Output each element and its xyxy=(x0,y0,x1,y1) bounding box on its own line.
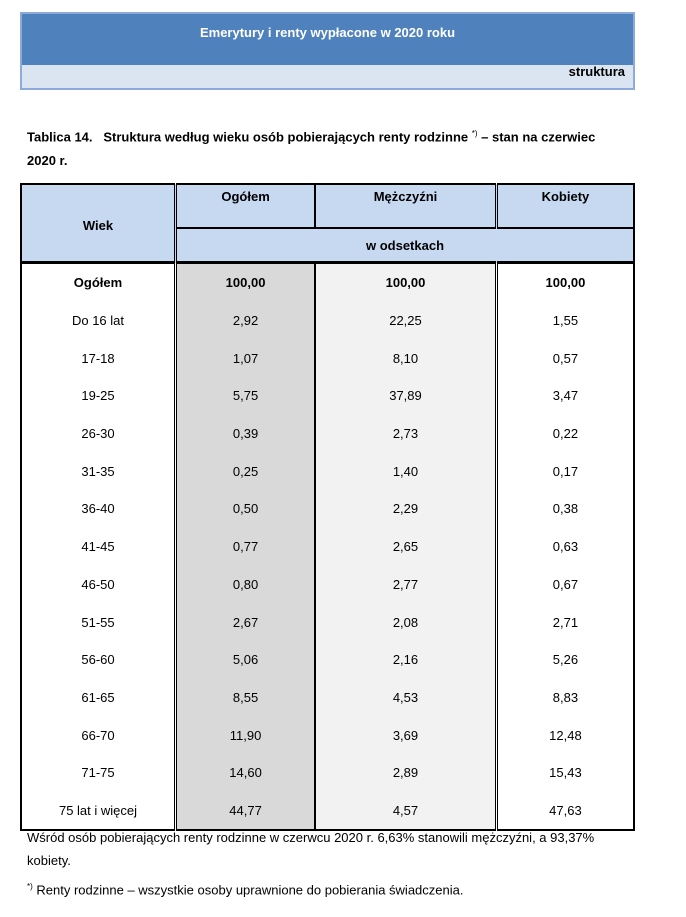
table-row xyxy=(21,528,634,566)
cell-men: 2,08 xyxy=(315,603,496,641)
cell-men: 2,65 xyxy=(315,528,496,566)
cell-total: 0,39 xyxy=(176,415,316,453)
table-row xyxy=(21,603,634,641)
cell-age: 71-75 xyxy=(81,765,115,781)
cell-men: 3,69 xyxy=(315,716,496,754)
cell-men: 2,89 xyxy=(315,754,496,792)
cell-total: 0,77 xyxy=(176,528,316,566)
cell-age: Ogółem xyxy=(73,275,123,291)
cell-age: Do 16 lat xyxy=(71,313,125,329)
cell-women: 15,43 xyxy=(549,765,582,781)
table-row xyxy=(21,679,634,717)
cell-men: 2,77 xyxy=(315,566,496,604)
cell-men: 4,53 xyxy=(315,679,496,717)
cell-women: 8,83 xyxy=(552,689,579,705)
cell-age: 31-35 xyxy=(81,463,115,479)
cell-women: 47,63 xyxy=(549,802,582,818)
footnote-marker: *) xyxy=(27,882,33,891)
cell-age: 46-50 xyxy=(81,576,115,592)
cell-age: 41-45 xyxy=(81,539,115,555)
caption-text: Struktura według wieku osób pobierających renty rodzinne xyxy=(103,129,472,145)
cell-total: 11,90 xyxy=(176,716,316,754)
caption-label: Tablica 14. xyxy=(27,129,93,145)
cell-women: 1,55 xyxy=(552,313,579,329)
table-row xyxy=(21,641,634,679)
cell-total: 5,75 xyxy=(176,377,316,415)
table-row xyxy=(21,792,634,831)
banner-subtitle: struktura xyxy=(22,65,633,88)
cell-women: 2,71 xyxy=(552,614,579,630)
cell-age: 61-65 xyxy=(81,689,115,705)
cell-total: 1,07 xyxy=(176,339,316,377)
cell-total: 44,77 xyxy=(176,792,316,831)
cell-total: 14,60 xyxy=(176,754,316,792)
header-unit: w odsetkach xyxy=(176,228,635,263)
cell-men: 4,57 xyxy=(315,792,496,831)
table-row xyxy=(21,302,634,340)
table-row xyxy=(21,263,634,302)
cell-women: 0,22 xyxy=(552,426,579,442)
cell-women: 3,47 xyxy=(552,388,579,404)
caption-marker: *) xyxy=(471,129,478,138)
section-banner xyxy=(20,12,635,90)
cell-women: 5,26 xyxy=(552,652,579,668)
cell-men: 2,73 xyxy=(315,415,496,453)
cell-total: 0,80 xyxy=(176,566,316,604)
cell-men: 2,16 xyxy=(315,641,496,679)
cell-women: 0,38 xyxy=(552,501,579,517)
table-row xyxy=(21,490,634,528)
cell-age: 56-60 xyxy=(81,652,115,668)
cell-total: 8,55 xyxy=(176,679,316,717)
cell-total: 0,50 xyxy=(176,490,316,528)
caption-text-after: – stan na czerwiec 2020 r. xyxy=(27,129,596,169)
header-women: Kobiety xyxy=(496,184,634,228)
cell-women: 12,48 xyxy=(549,727,582,743)
cell-age: 66-70 xyxy=(81,727,115,743)
banner-title: Emerytury i renty wypłacone w 2020 roku xyxy=(22,14,633,65)
footnote xyxy=(27,882,463,897)
cell-women: 0,67 xyxy=(552,576,579,592)
age-structure-table xyxy=(20,183,635,831)
table-caption xyxy=(27,122,627,173)
cell-men: 1,40 xyxy=(315,452,496,490)
cell-age: 75 lat i więcej xyxy=(58,802,138,818)
cell-age: 19-25 xyxy=(81,388,115,404)
cell-women: 0,57 xyxy=(552,350,579,366)
cell-age: 51-55 xyxy=(81,614,115,630)
table-row xyxy=(21,566,634,604)
footnote-text: Renty rodzinne – wszystkie osoby uprawnione do pobierania świadczenia. xyxy=(32,882,464,898)
cell-men: 2,29 xyxy=(315,490,496,528)
cell-men: 8,10 xyxy=(315,339,496,377)
cell-total: 0,25 xyxy=(176,452,316,490)
cell-total: 100,00 xyxy=(176,263,316,302)
cell-men: 100,00 xyxy=(315,263,496,302)
cell-total: 5,06 xyxy=(176,641,316,679)
header-total: Ogółem xyxy=(176,184,316,228)
cell-women: 100,00 xyxy=(545,275,586,291)
cell-men: 22,25 xyxy=(315,302,496,340)
table-row xyxy=(21,415,634,453)
header-age: Wiek xyxy=(21,184,176,263)
cell-total: 2,67 xyxy=(176,603,316,641)
cell-women: 0,63 xyxy=(552,539,579,555)
cell-age: 26-30 xyxy=(81,426,115,442)
table-row xyxy=(21,452,634,490)
cell-men: 37,89 xyxy=(315,377,496,415)
table-row xyxy=(21,377,634,415)
cell-total: 2,92 xyxy=(176,302,316,340)
summary-note: Wśród osób pobierających renty rodzinne w czerwcu 2020 r. 6,63% stanowili mężczyźni, a 93,37% kobiety. xyxy=(27,830,595,868)
table-row xyxy=(21,716,634,754)
table-row xyxy=(21,754,634,792)
header-men: Mężczyźni xyxy=(315,184,496,228)
cell-age: 36-40 xyxy=(81,501,115,517)
cell-women: 0,17 xyxy=(552,463,579,479)
cell-age: 17-18 xyxy=(81,350,115,366)
table-row xyxy=(21,339,634,377)
